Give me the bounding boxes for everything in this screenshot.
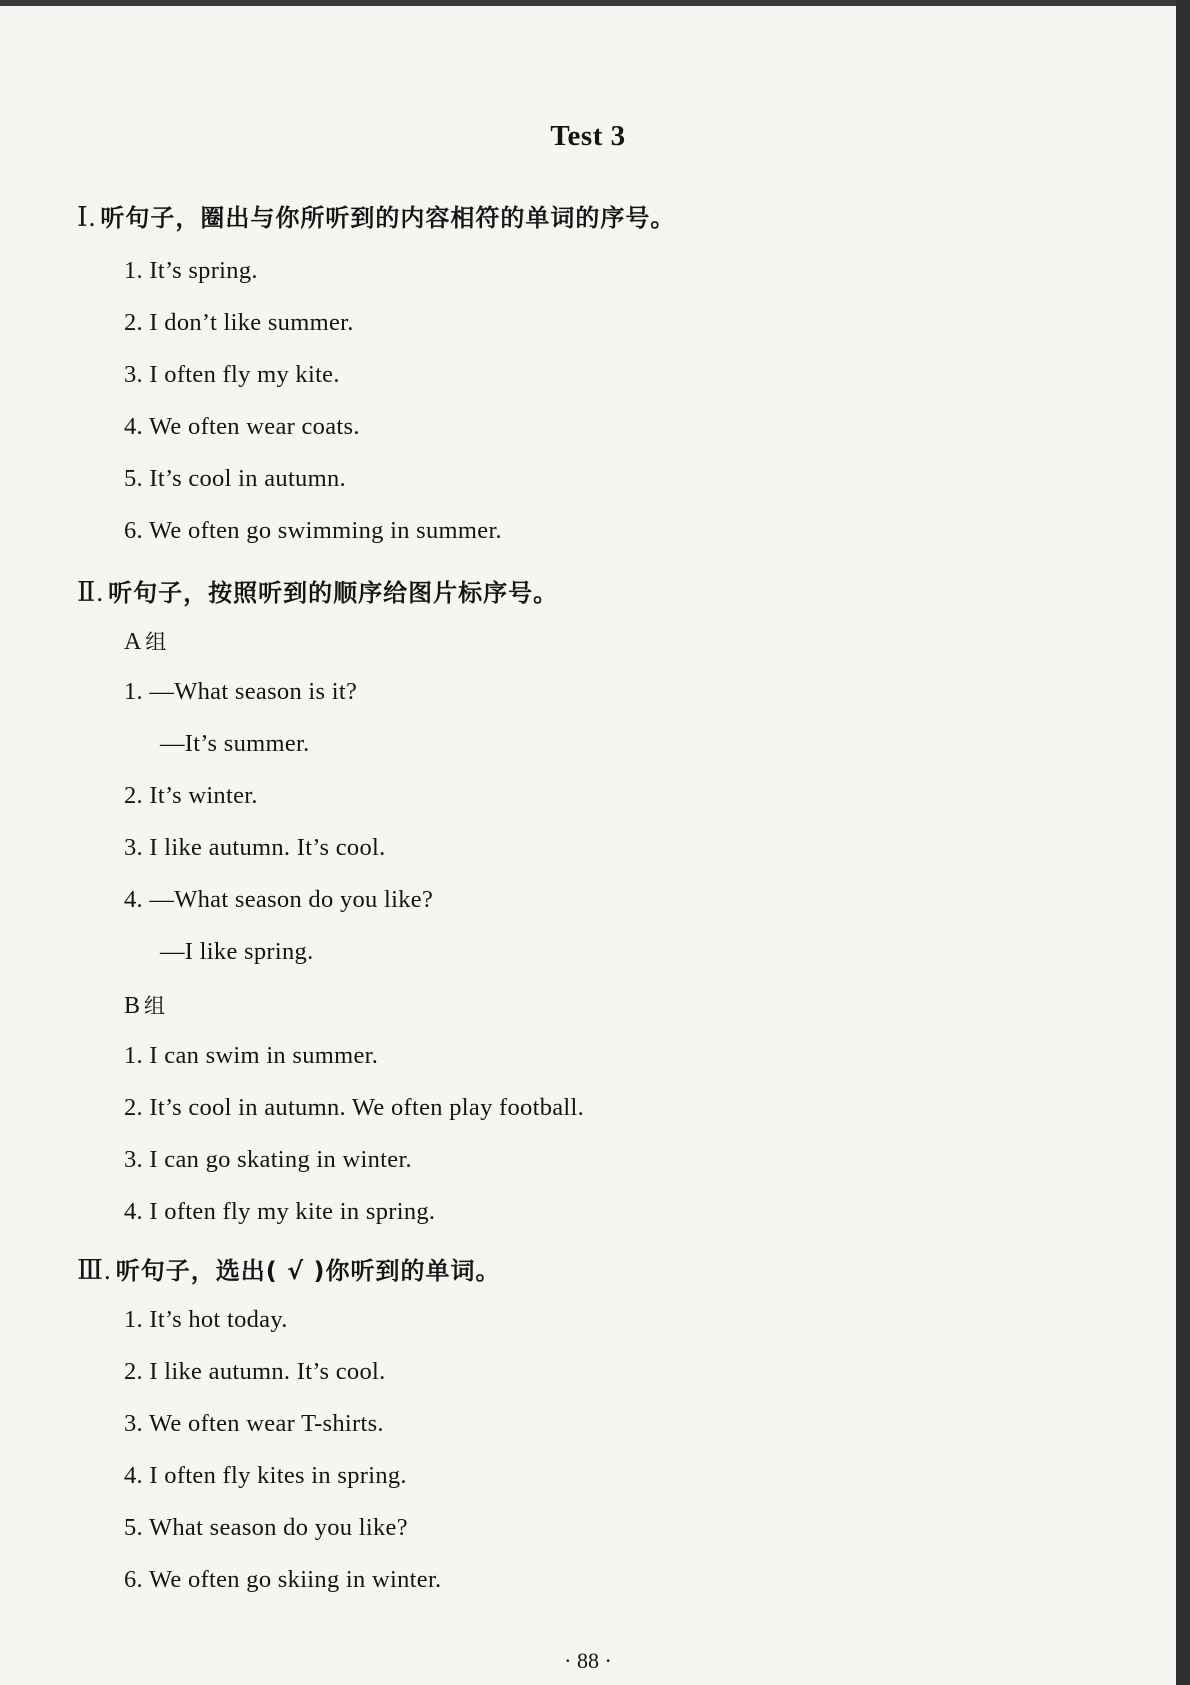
- section-3-line: 4. I often fly kites in spring.: [124, 1462, 407, 1489]
- scan-edge: [1176, 0, 1190, 1685]
- section-1-heading: [77, 198, 675, 233]
- group-b-letter: B: [124, 993, 141, 1019]
- group-a-label: [124, 626, 166, 656]
- section-1-number: Ⅰ.: [77, 202, 97, 232]
- section-1-line: 3. I often fly my kite.: [124, 361, 340, 388]
- group-a-line: 1. —What season is it?: [124, 678, 358, 705]
- group-b-line: 1. I can swim in summer.: [124, 1042, 379, 1069]
- section-1-line: 6. We often go swimming in summer.: [124, 517, 502, 544]
- group-b-zh: 组: [144, 994, 166, 1018]
- section-1-line: 5. It’s cool in autumn.: [124, 465, 346, 492]
- section-2-heading: [77, 573, 558, 608]
- section-1-line: 1. It’s spring.: [124, 257, 258, 284]
- section-3-line: 1. It’s hot today.: [124, 1306, 288, 1333]
- group-b-label: [124, 990, 165, 1020]
- group-a-letter: A: [124, 629, 142, 655]
- group-a-line: —I like spring.: [160, 938, 314, 965]
- group-a-zh: 组: [145, 630, 167, 654]
- page-number: · 88 ·: [564, 1648, 612, 1673]
- document-page: [0, 6, 1176, 1685]
- section-3-line: 2. I like autumn. It’s cool.: [124, 1358, 386, 1385]
- page-title: Test 3: [550, 120, 626, 152]
- section-3-heading: [77, 1251, 500, 1286]
- section-1-line: 4. We often wear coats.: [124, 413, 360, 440]
- section-2-number: Ⅱ.: [77, 577, 105, 607]
- group-a-line: —It’s summer.: [160, 730, 310, 757]
- section-3-line: 6. We often go skiing in winter.: [124, 1566, 442, 1593]
- section-3-instruction: 听句子，选出( √ )你听到的单词。: [115, 1257, 501, 1285]
- section-2-instruction: 听句子，按照听到的顺序给图片标序号。: [108, 579, 559, 607]
- group-a-line: 3. I like autumn. It’s cool.: [124, 834, 386, 861]
- group-a-line: 4. —What season do you like?: [124, 886, 434, 913]
- group-a-line: 2. It’s winter.: [124, 782, 258, 809]
- section-3-number: Ⅲ.: [77, 1255, 112, 1285]
- group-b-line: 4. I often fly my kite in spring.: [124, 1198, 436, 1225]
- section-3-line: 3. We often wear T-shirts.: [124, 1410, 384, 1437]
- section-1-line: 2. I don’t like summer.: [124, 309, 354, 336]
- section-1-instruction: 听句子，圈出与你所听到的内容相符的单词的序号。: [100, 204, 676, 232]
- group-b-line: 3. I can go skating in winter.: [124, 1146, 412, 1173]
- section-3-line: 5. What season do you like?: [124, 1514, 408, 1541]
- group-b-line: 2. It’s cool in autumn. We often play football.: [124, 1094, 585, 1121]
